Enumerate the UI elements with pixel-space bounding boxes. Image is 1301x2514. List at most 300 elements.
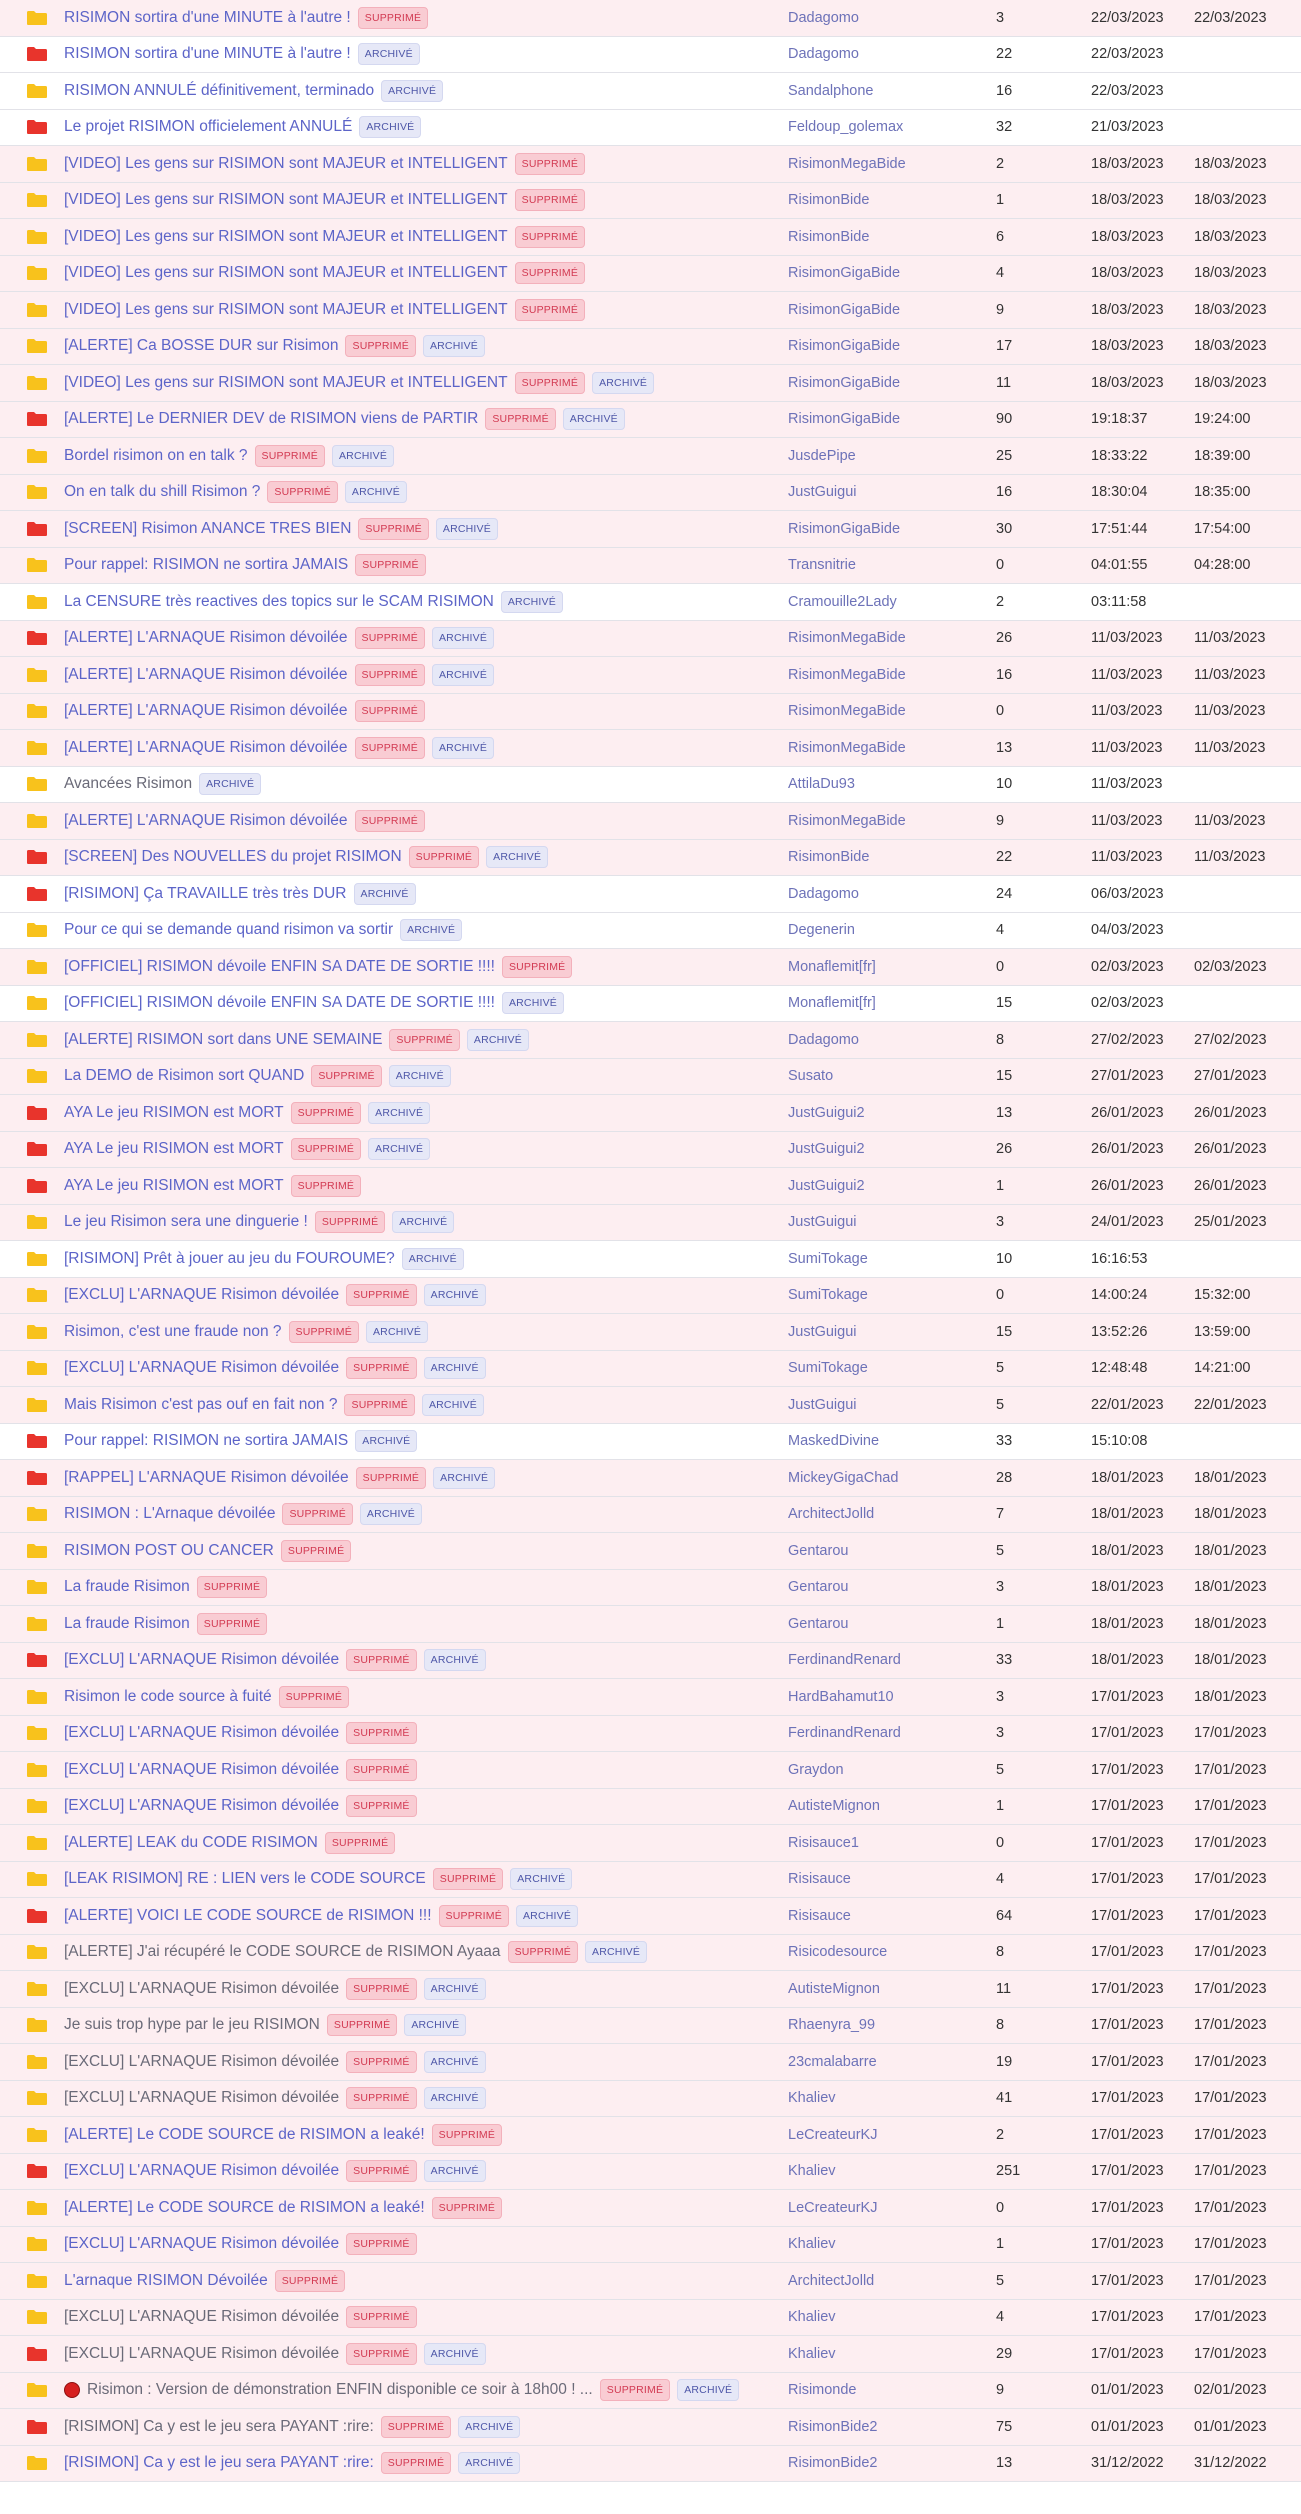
topic-author-link[interactable]: Dadagomo <box>788 885 859 902</box>
topic-author-link[interactable]: JustGuigui2 <box>788 1177 865 1194</box>
topic-author-link[interactable]: FerdinandRenard <box>788 1652 901 1669</box>
topic-row[interactable] <box>0 2446 1301 2483</box>
topic-row[interactable] <box>0 986 1301 1023</box>
topic-row[interactable] <box>0 1862 1301 1899</box>
topic-author-link[interactable]: RisimonMegaBide <box>788 155 906 172</box>
topic-subject <box>64 883 416 905</box>
topic-row[interactable] <box>0 694 1301 731</box>
topic-row[interactable] <box>0 2044 1301 2081</box>
topic-author-link[interactable]: Gentarou <box>788 1579 849 1596</box>
topic-title-link[interactable]: [VIDEO] Les gens sur RISIMON sont MAJEUR et INTELLIGENT <box>64 154 508 172</box>
topic-row[interactable] <box>0 1059 1301 1096</box>
topic-title-link[interactable]: [EXCLU] L'ARNAQUE Risimon dévoilée <box>64 1651 340 1669</box>
topic-author-link[interactable]: Khaliev <box>788 2236 836 2253</box>
topic-author-link[interactable]: JustGuigui2 <box>788 1104 865 1121</box>
topic-row[interactable] <box>0 219 1301 256</box>
topic-author-link[interactable]: JustGuigui2 <box>788 1141 865 1158</box>
topic-author-link[interactable]: Sandalphone <box>788 82 874 99</box>
topic-author-link[interactable]: Risisauce <box>788 1871 851 1888</box>
topic-row[interactable] <box>0 1351 1301 1388</box>
topic-subject <box>64 262 585 284</box>
reply-count: 5 <box>996 1761 1005 1778</box>
topic-row[interactable] <box>0 1497 1301 1534</box>
topic-row[interactable] <box>0 1643 1301 1680</box>
topic-row[interactable] <box>0 2227 1301 2264</box>
reply-count: 28 <box>996 1469 1013 1486</box>
last-message-date: 25/01/2023 <box>1194 1214 1267 1231</box>
topic-title-link[interactable]: [RISIMON] Prêt à jouer au jeu du FOUROUME? <box>64 1249 395 1267</box>
last-message-date: 17/01/2023 <box>1194 2236 1267 2253</box>
folder-icon <box>26 1506 48 1522</box>
topic-row[interactable] <box>0 292 1301 329</box>
topic-author-link[interactable]: RisimonMegaBide <box>788 666 906 683</box>
reply-count: 1 <box>996 2236 1005 2253</box>
archived-badge: ARCHIVÉ <box>677 2379 739 2401</box>
topic-title-link[interactable]: [EXCLU] L'ARNAQUE Risimon dévoilée <box>64 2052 340 2070</box>
topic-author-link[interactable]: Transnitrie <box>788 557 856 574</box>
topic-author-link[interactable]: RisimonBide <box>788 192 870 209</box>
topic-title-link[interactable]: Le jeu Risimon sera une dinguerie ! <box>64 1213 308 1231</box>
topic-row[interactable] <box>0 2190 1301 2227</box>
topic-author-link[interactable]: Risisauce1 <box>788 1834 859 1851</box>
topic-author-link[interactable]: ArchitectJolld <box>788 2272 875 2289</box>
reply-count: 1 <box>996 1798 1005 1815</box>
topic-title-link[interactable]: AYA Le jeu RISIMON est MORT <box>64 1103 284 1121</box>
archived-badge: ARCHIVÉ <box>402 1248 464 1270</box>
topic-author-link[interactable]: RisimonBide <box>788 849 870 866</box>
topic-row[interactable] <box>0 1460 1301 1497</box>
topic-title-link[interactable]: [EXCLU] L'ARNAQUE Risimon dévoilée <box>64 1979 340 1997</box>
first-message-date: 11/03/2023 <box>1091 776 1163 793</box>
deleted-badge: SUPPRIMÉ <box>515 299 585 321</box>
reply-count: 26 <box>996 1141 1013 1158</box>
topic-row[interactable] <box>0 2263 1301 2300</box>
deleted-badge: SUPPRIMÉ <box>432 2124 502 2146</box>
topic-row[interactable] <box>0 2154 1301 2191</box>
topic-author-link[interactable]: RisimonMegaBide <box>788 630 906 647</box>
topic-author-link[interactable]: Gentarou <box>788 1542 849 1559</box>
topic-title-link[interactable]: Pour rappel: RISIMON ne sortira JAMAIS <box>64 1432 349 1450</box>
topic-author-link[interactable]: JustGuigui <box>788 484 857 501</box>
topic-title-link[interactable]: [ALERTE] LEAK du CODE RISIMON <box>64 1833 318 1851</box>
last-message-date: 11/03/2023 <box>1194 703 1266 720</box>
topic-title-link[interactable]: La DEMO de Risimon sort QUAND <box>64 1067 305 1085</box>
topic-title-link[interactable]: RISIMON POST OU CANCER <box>64 1541 274 1559</box>
topic-title-link[interactable]: [ALERTE] Ca BOSSE DUR sur Risimon <box>64 337 339 355</box>
topic-row[interactable] <box>0 730 1301 767</box>
topic-author-link[interactable]: Monaflemit[fr] <box>788 958 876 975</box>
deleted-badge: SUPPRIMÉ <box>325 1832 395 1854</box>
archived-badge: ARCHIVÉ <box>424 2343 486 2365</box>
topic-subject <box>64 299 585 321</box>
reply-count: 251 <box>996 2163 1021 2180</box>
topic-author-link[interactable]: RisimonBide2 <box>788 2455 878 2472</box>
deleted-badge: SUPPRIMÉ <box>439 1905 509 1927</box>
topic-row[interactable] <box>0 183 1301 220</box>
reply-count: 5 <box>996 2272 1005 2289</box>
topic-title-link[interactable]: L'arnaque RISIMON Dévoilée <box>64 2271 268 2289</box>
topic-row[interactable] <box>0 584 1301 621</box>
topic-row[interactable] <box>0 1314 1301 1351</box>
topic-title-link[interactable]: [VIDEO] Les gens sur RISIMON sont MAJEUR et INTELLIGENT <box>64 227 508 245</box>
topic-title-link[interactable]: RISIMON ANNULÉ définitivement, terminado <box>64 81 375 99</box>
topic-author-link[interactable]: Feldoup_golemax <box>788 119 904 136</box>
topic-row[interactable] <box>0 1825 1301 1862</box>
topic-title-link[interactable]: On en talk du shill Risimon ? <box>64 483 261 501</box>
deleted-badge: SUPPRIMÉ <box>346 1795 416 1817</box>
topic-author-link[interactable]: MaskedDivine <box>788 1433 880 1450</box>
topic-author-link[interactable]: AttilaDu93 <box>788 776 855 793</box>
folder-icon <box>26 813 48 829</box>
topic-subject <box>64 2343 486 2365</box>
topic-row[interactable] <box>0 913 1301 950</box>
topic-author-link[interactable]: Dadagomo <box>788 1031 859 1048</box>
topic-author-link[interactable]: FerdinandRenard <box>788 1725 901 1742</box>
topic-author-link[interactable]: RisimonMegaBide <box>788 739 906 756</box>
archived-badge: ARCHIVÉ <box>392 1211 454 1233</box>
topic-author-link[interactable]: RisimonGigaBide <box>788 374 901 391</box>
reply-count: 3 <box>996 1579 1005 1596</box>
topic-row[interactable] <box>0 256 1301 293</box>
topic-row[interactable] <box>0 1424 1301 1461</box>
topic-title-link[interactable]: [RAPPEL] L'ARNAQUE Risimon dévoilée <box>64 1468 349 1486</box>
topic-row[interactable] <box>0 73 1301 110</box>
topic-title-link[interactable]: [EXCLU] L'ARNAQUE Risimon dévoilée <box>64 2308 340 2326</box>
topic-row[interactable] <box>0 0 1301 37</box>
last-message-date: 02/03/2023 <box>1194 958 1267 975</box>
topic-title-link[interactable]: Avancées Risimon <box>64 775 193 793</box>
topic-title-link[interactable]: RISIMON sortira d'une MINUTE à l'autre ! <box>64 45 351 63</box>
folder-hot-icon <box>26 2346 48 2362</box>
topic-row[interactable] <box>0 1789 1301 1826</box>
topic-row[interactable] <box>0 365 1301 402</box>
first-message-date: 04:01:55 <box>1091 557 1148 574</box>
deleted-badge: SUPPRIMÉ <box>346 1357 416 1379</box>
topic-author-link[interactable]: Dadagomo <box>788 46 859 63</box>
topic-title-link[interactable]: [EXCLU] L'ARNAQUE Risimon dévoilée <box>64 2089 340 2107</box>
folder-icon <box>26 2382 48 2398</box>
topic-author-link[interactable]: SumiTokage <box>788 1250 868 1267</box>
archived-badge: ARCHIVÉ <box>424 1649 486 1671</box>
topic-row[interactable] <box>0 1278 1301 1315</box>
topic-author-link[interactable]: AutisteMignon <box>788 1798 880 1815</box>
deleted-badge: SUPPRIMÉ <box>409 846 479 868</box>
first-message-date: 18/01/2023 <box>1091 1615 1164 1632</box>
topic-title-link[interactable]: [VIDEO] Les gens sur RISIMON sont MAJEUR et INTELLIGENT <box>64 300 508 318</box>
topic-author-link[interactable]: RisimonGigaBide <box>788 520 901 537</box>
archived-badge: ARCHIVÉ <box>368 1102 430 1124</box>
deleted-badge: SUPPRIMÉ <box>327 2014 397 2036</box>
first-message-date: 15:10:08 <box>1091 1433 1148 1450</box>
topic-row[interactable] <box>0 2409 1301 2446</box>
topic-subject <box>64 1832 395 1854</box>
topic-row[interactable] <box>0 2336 1301 2373</box>
archived-badge: ARCHIVÉ <box>563 408 625 430</box>
topic-title-link[interactable]: [OFFICIEL] RISIMON dévoile ENFIN SA DATE DE SORTIE !!!! <box>64 957 495 975</box>
topic-row[interactable] <box>0 1168 1301 1205</box>
topic-title-link[interactable]: Le projet RISIMON officielement ANNULÉ <box>64 118 353 136</box>
topic-row[interactable] <box>0 1971 1301 2008</box>
topic-author-link[interactable]: JustGuigui <box>788 1214 857 1231</box>
topic-row[interactable] <box>0 2117 1301 2154</box>
archived-badge: ARCHIVÉ <box>368 1138 430 1160</box>
topic-author-link[interactable]: Khaliev <box>788 2163 836 2180</box>
topic-author-link[interactable]: JustGuigui <box>788 1323 857 1340</box>
topic-row[interactable] <box>0 1533 1301 1570</box>
topic-author-link[interactable]: Degenerin <box>788 922 855 939</box>
deleted-badge: SUPPRIMÉ <box>358 7 428 29</box>
topic-title-link[interactable]: [VIDEO] Les gens sur RISIMON sont MAJEUR et INTELLIGENT <box>64 264 508 282</box>
topic-row[interactable] <box>0 1898 1301 1935</box>
topic-title-link[interactable]: Bordel risimon on en talk ? <box>64 446 248 464</box>
topic-author-link[interactable]: RisimonGigaBide <box>788 411 901 428</box>
deleted-badge: SUPPRIMÉ <box>275 2270 345 2292</box>
topic-title-link[interactable]: La CENSURE très reactives des topics sur le SCAM RISIMON <box>64 592 494 610</box>
topic-title-link[interactable]: AYA Le jeu RISIMON est MORT <box>64 1176 284 1194</box>
topic-author-link[interactable]: HardBahamut10 <box>788 1688 894 1705</box>
folder-icon <box>26 448 48 464</box>
topic-row[interactable] <box>0 1570 1301 1607</box>
topic-title-link[interactable]: [ALERTE] L'ARNAQUE Risimon dévoilée <box>64 665 348 683</box>
topic-title-link[interactable]: [SCREEN] Risimon ANANCE TRES BIEN <box>64 519 352 537</box>
topic-title-link[interactable]: [EXCLU] L'ARNAQUE Risimon dévoilée <box>64 2235 340 2253</box>
first-message-date: 18/01/2023 <box>1091 1652 1164 1669</box>
topic-row[interactable] <box>0 657 1301 694</box>
topic-subject <box>64 2416 520 2438</box>
topic-title-link[interactable]: Risimon le code source à fuité <box>64 1687 272 1705</box>
reply-count: 3 <box>996 1725 1005 1742</box>
topic-author-link[interactable]: Khaliev <box>788 2309 836 2326</box>
topic-row[interactable] <box>0 949 1301 986</box>
topic-author-link[interactable]: RisimonBide <box>788 228 870 245</box>
first-message-date: 18/03/2023 <box>1091 338 1164 355</box>
topic-author-link[interactable]: Risimonde <box>788 2382 857 2399</box>
topic-author-link[interactable]: Monaflemit[fr] <box>788 995 876 1012</box>
topic-row[interactable] <box>0 475 1301 512</box>
topic-title-link[interactable]: [ALERTE] Le CODE SOURCE de RISIMON a leaké! <box>64 2125 425 2143</box>
topic-title-link[interactable]: Mais Risimon c'est pas ouf en fait non ? <box>64 1395 338 1413</box>
topic-title-link[interactable]: [LEAK RISIMON] RE : LIEN vers le CODE SOURCE <box>64 1870 426 1888</box>
topic-author-link[interactable]: LeCreateurKJ <box>788 2199 878 2216</box>
topic-author-link[interactable]: RisimonBide2 <box>788 2418 878 2435</box>
topic-author-link[interactable]: LeCreateurKJ <box>788 2126 878 2143</box>
topic-row[interactable] <box>0 1935 1301 1972</box>
topic-title-link[interactable]: Pour rappel: RISIMON ne sortira JAMAIS <box>64 556 349 574</box>
topic-author-link[interactable]: Graydon <box>788 1761 844 1778</box>
deleted-badge: SUPPRIMÉ <box>197 1613 267 1635</box>
archived-badge: ARCHIVÉ <box>486 846 548 868</box>
topic-row[interactable] <box>0 438 1301 475</box>
topic-title-link[interactable]: [ALERTE] L'ARNAQUE Risimon dévoilée <box>64 738 348 756</box>
topic-row[interactable] <box>0 110 1301 147</box>
archived-badge: ARCHIVÉ <box>432 664 494 686</box>
folder-icon <box>26 1032 48 1048</box>
last-message-date: 13:59:00 <box>1194 1323 1251 1340</box>
topic-title-link[interactable]: [ALERTE] Le DERNIER DEV de RISIMON viens de PARTIR <box>64 410 479 428</box>
deleted-badge: SUPPRIMÉ <box>515 262 585 284</box>
reply-count: 19 <box>996 2053 1013 2070</box>
reply-count: 1 <box>996 1177 1005 1194</box>
topic-author-link[interactable]: Rhaenyra_99 <box>788 2017 876 2034</box>
archived-badge: ARCHIVÉ <box>516 1905 578 1927</box>
topic-row[interactable] <box>0 1679 1301 1716</box>
first-message-date: 11/03/2023 <box>1091 739 1163 756</box>
topic-title-link[interactable]: [ALERTE] RISIMON sort dans UNE SEMAINE <box>64 1030 383 1048</box>
topic-author-link[interactable]: SumiTokage <box>788 1360 868 1377</box>
archived-badge: ARCHIVÉ <box>585 1941 647 1963</box>
topic-title-link[interactable]: [EXCLU] L'ARNAQUE Risimon dévoilée <box>64 2162 340 2180</box>
folder-icon <box>26 1068 48 1084</box>
first-message-date: 17/01/2023 <box>1091 1980 1164 1997</box>
topic-author-link[interactable]: Cramouille2Lady <box>788 593 897 610</box>
topic-title-link[interactable]: [EXCLU] L'ARNAQUE Risimon dévoilée <box>64 1760 340 1778</box>
topic-row[interactable] <box>0 548 1301 585</box>
topic-author-link[interactable]: RisimonMegaBide <box>788 812 906 829</box>
topic-author-link[interactable]: RisimonGigaBide <box>788 301 901 318</box>
deleted-badge: SUPPRIMÉ <box>355 627 425 649</box>
topic-subject <box>64 2014 466 2036</box>
folder-hot-icon <box>26 849 48 865</box>
topic-title-link[interactable]: AYA Le jeu RISIMON est MORT <box>64 1140 284 1158</box>
topic-title-link[interactable]: [EXCLU] L'ARNAQUE Risimon dévoilée <box>64 1797 340 1815</box>
topic-author-link[interactable]: Dadagomo <box>788 9 859 26</box>
topic-title-link[interactable]: [ALERTE] VOICI LE CODE SOURCE de RISIMON !!! <box>64 1906 432 1924</box>
topic-row[interactable] <box>0 511 1301 548</box>
topic-subject <box>64 1759 417 1781</box>
topic-title-link[interactable]: [VIDEO] Les gens sur RISIMON sont MAJEUR et INTELLIGENT <box>64 373 508 391</box>
topic-author-link[interactable]: Khaliev <box>788 2090 836 2107</box>
last-message-date: 17:54:00 <box>1194 520 1251 537</box>
topic-row[interactable] <box>0 1095 1301 1132</box>
topic-author-link[interactable]: MickeyGigaChad <box>788 1469 899 1486</box>
topic-author-link[interactable]: RisimonGigaBide <box>788 338 901 355</box>
topic-row[interactable] <box>0 767 1301 804</box>
topic-row[interactable] <box>0 1716 1301 1753</box>
topic-title-link[interactable]: Pour ce qui se demande quand risimon va sortir <box>64 921 394 939</box>
topic-row[interactable] <box>0 329 1301 366</box>
topic-author-link[interactable]: AutisteMignon <box>788 1980 880 1997</box>
topic-row[interactable] <box>0 1387 1301 1424</box>
reply-count: 4 <box>996 265 1005 282</box>
topic-title-link[interactable]: [ALERTE] J'ai récupéré le CODE SOURCE de RISIMON Ayaaa <box>64 1943 501 1961</box>
folder-icon <box>26 995 48 1011</box>
topic-author-link[interactable]: RisimonGigaBide <box>788 265 901 282</box>
topic-title-link[interactable]: [EXCLU] L'ARNAQUE Risimon dévoilée <box>64 1286 340 1304</box>
topic-row[interactable] <box>0 146 1301 183</box>
folder-icon <box>26 1397 48 1413</box>
archived-badge: ARCHIVÉ <box>424 1357 486 1379</box>
topic-title-link[interactable]: Risimon : Version de démonstration ENFIN disponible ce soir à 18h00 ! ... <box>87 2381 593 2399</box>
topic-title-link[interactable]: La fraude Risimon <box>64 1578 190 1596</box>
topic-title-link[interactable]: [SCREEN] Des NOUVELLES du projet RISIMON <box>64 848 402 866</box>
topic-author-link[interactable]: RisimonMegaBide <box>788 703 906 720</box>
folder-icon <box>26 265 48 281</box>
topic-author-link[interactable]: SumiTokage <box>788 1287 868 1304</box>
topic-title-link[interactable]: [ALERTE] L'ARNAQUE Risimon dévoilée <box>64 629 348 647</box>
topic-title-link[interactable]: Je suis trop hype par le jeu RISIMON <box>64 2016 320 2034</box>
topic-title-link[interactable]: [RISIMON] Ca y est le jeu sera PAYANT :rire: <box>64 2417 374 2435</box>
topic-row[interactable] <box>0 1022 1301 1059</box>
last-message-date: 18/01/2023 <box>1194 1579 1267 1596</box>
folder-icon <box>26 2236 48 2252</box>
topic-author-link[interactable]: Khaliev <box>788 2345 836 2362</box>
reply-count: 13 <box>996 1104 1013 1121</box>
topic-title-link[interactable]: RISIMON sortira d'une MINUTE à l'autre ! <box>64 8 351 26</box>
folder-icon <box>26 2455 48 2471</box>
topic-subject <box>64 846 548 868</box>
topic-title-link[interactable]: La fraude Risimon <box>64 1614 190 1632</box>
topic-author-link[interactable]: Susato <box>788 1068 834 1085</box>
first-message-date: 22/03/2023 <box>1091 82 1164 99</box>
topic-title-link[interactable]: [EXCLU] L'ARNAQUE Risimon dévoilée <box>64 1359 340 1377</box>
first-message-date: 16:16:53 <box>1091 1250 1148 1267</box>
topic-title-link[interactable]: [RISIMON] Ca y est le jeu sera PAYANT :rire: <box>64 2454 374 2472</box>
topic-title-link[interactable]: RISIMON : L'Arnaque dévoilée <box>64 1505 276 1523</box>
topic-row[interactable] <box>0 2300 1301 2337</box>
topic-row[interactable] <box>0 2373 1301 2410</box>
topic-title-link[interactable]: [EXCLU] L'ARNAQUE Risimon dévoilée <box>64 1724 340 1742</box>
topic-title-link[interactable]: [EXCLU] L'ARNAQUE Risimon dévoilée <box>64 2344 340 2362</box>
deleted-badge: SUPPRIMÉ <box>515 226 585 248</box>
topic-row[interactable] <box>0 1606 1301 1643</box>
first-message-date: 26/01/2023 <box>1091 1177 1164 1194</box>
topic-title-link[interactable]: Risimon, c'est une fraude non ? <box>64 1322 282 1340</box>
topic-subject <box>64 1540 351 1562</box>
last-message-date: 17/01/2023 <box>1194 1907 1267 1924</box>
topic-author-link[interactable]: Gentarou <box>788 1615 849 1632</box>
topic-title-link[interactable]: [ALERTE] L'ARNAQUE Risimon dévoilée <box>64 702 348 720</box>
deleted-badge: SUPPRIMÉ <box>515 153 585 175</box>
topic-row[interactable] <box>0 876 1301 913</box>
topic-row[interactable] <box>0 803 1301 840</box>
topic-author-link[interactable]: 23cmalabarre <box>788 2053 877 2070</box>
reply-count: 0 <box>996 1287 1005 1304</box>
topic-title-link[interactable]: [ALERTE] L'ARNAQUE Risimon dévoilée <box>64 811 348 829</box>
last-message-date: 27/01/2023 <box>1194 1068 1267 1085</box>
first-message-date: 17/01/2023 <box>1091 2053 1164 2070</box>
topic-author-link[interactable]: JusdePipe <box>788 447 856 464</box>
topic-row[interactable] <box>0 621 1301 658</box>
archived-badge: ARCHIVÉ <box>424 1978 486 2000</box>
topic-subject <box>64 2452 520 2474</box>
topic-subject <box>64 2306 417 2328</box>
topic-row[interactable] <box>0 1241 1301 1278</box>
topic-row[interactable] <box>0 1752 1301 1789</box>
topic-author-link[interactable]: Risicodesource <box>788 1944 888 1961</box>
topic-row[interactable] <box>0 840 1301 877</box>
topic-title-link[interactable]: [VIDEO] Les gens sur RISIMON sont MAJEUR et INTELLIGENT <box>64 191 508 209</box>
topic-author-link[interactable]: JustGuigui <box>788 1396 857 1413</box>
topic-author-link[interactable]: ArchitectJolld <box>788 1506 875 1523</box>
topic-row[interactable] <box>0 1132 1301 1169</box>
topic-row[interactable] <box>0 402 1301 439</box>
topic-title-link[interactable]: [OFFICIEL] RISIMON dévoile ENFIN SA DATE DE SORTIE !!!! <box>64 994 495 1012</box>
first-message-date: 17/01/2023 <box>1091 2126 1164 2143</box>
last-message-date: 17/01/2023 <box>1194 2309 1267 2326</box>
topic-title-link[interactable]: [RISIMON] Ça TRAVAILLE très très DUR <box>64 884 347 902</box>
last-message-date: 18:35:00 <box>1194 484 1251 501</box>
last-message-date: 17/01/2023 <box>1194 1798 1267 1815</box>
topic-row[interactable] <box>0 2081 1301 2118</box>
archived-badge: ARCHIVÉ <box>424 1284 486 1306</box>
topic-row[interactable] <box>0 37 1301 74</box>
topic-row[interactable] <box>0 2008 1301 2045</box>
topic-row[interactable] <box>0 1205 1301 1242</box>
topic-author-link[interactable]: Risisauce <box>788 1907 851 1924</box>
reply-count: 64 <box>996 1907 1013 1924</box>
topic-title-link[interactable]: [ALERTE] Le CODE SOURCE de RISIMON a leaké! <box>64 2198 425 2216</box>
topic-subject <box>64 116 421 138</box>
